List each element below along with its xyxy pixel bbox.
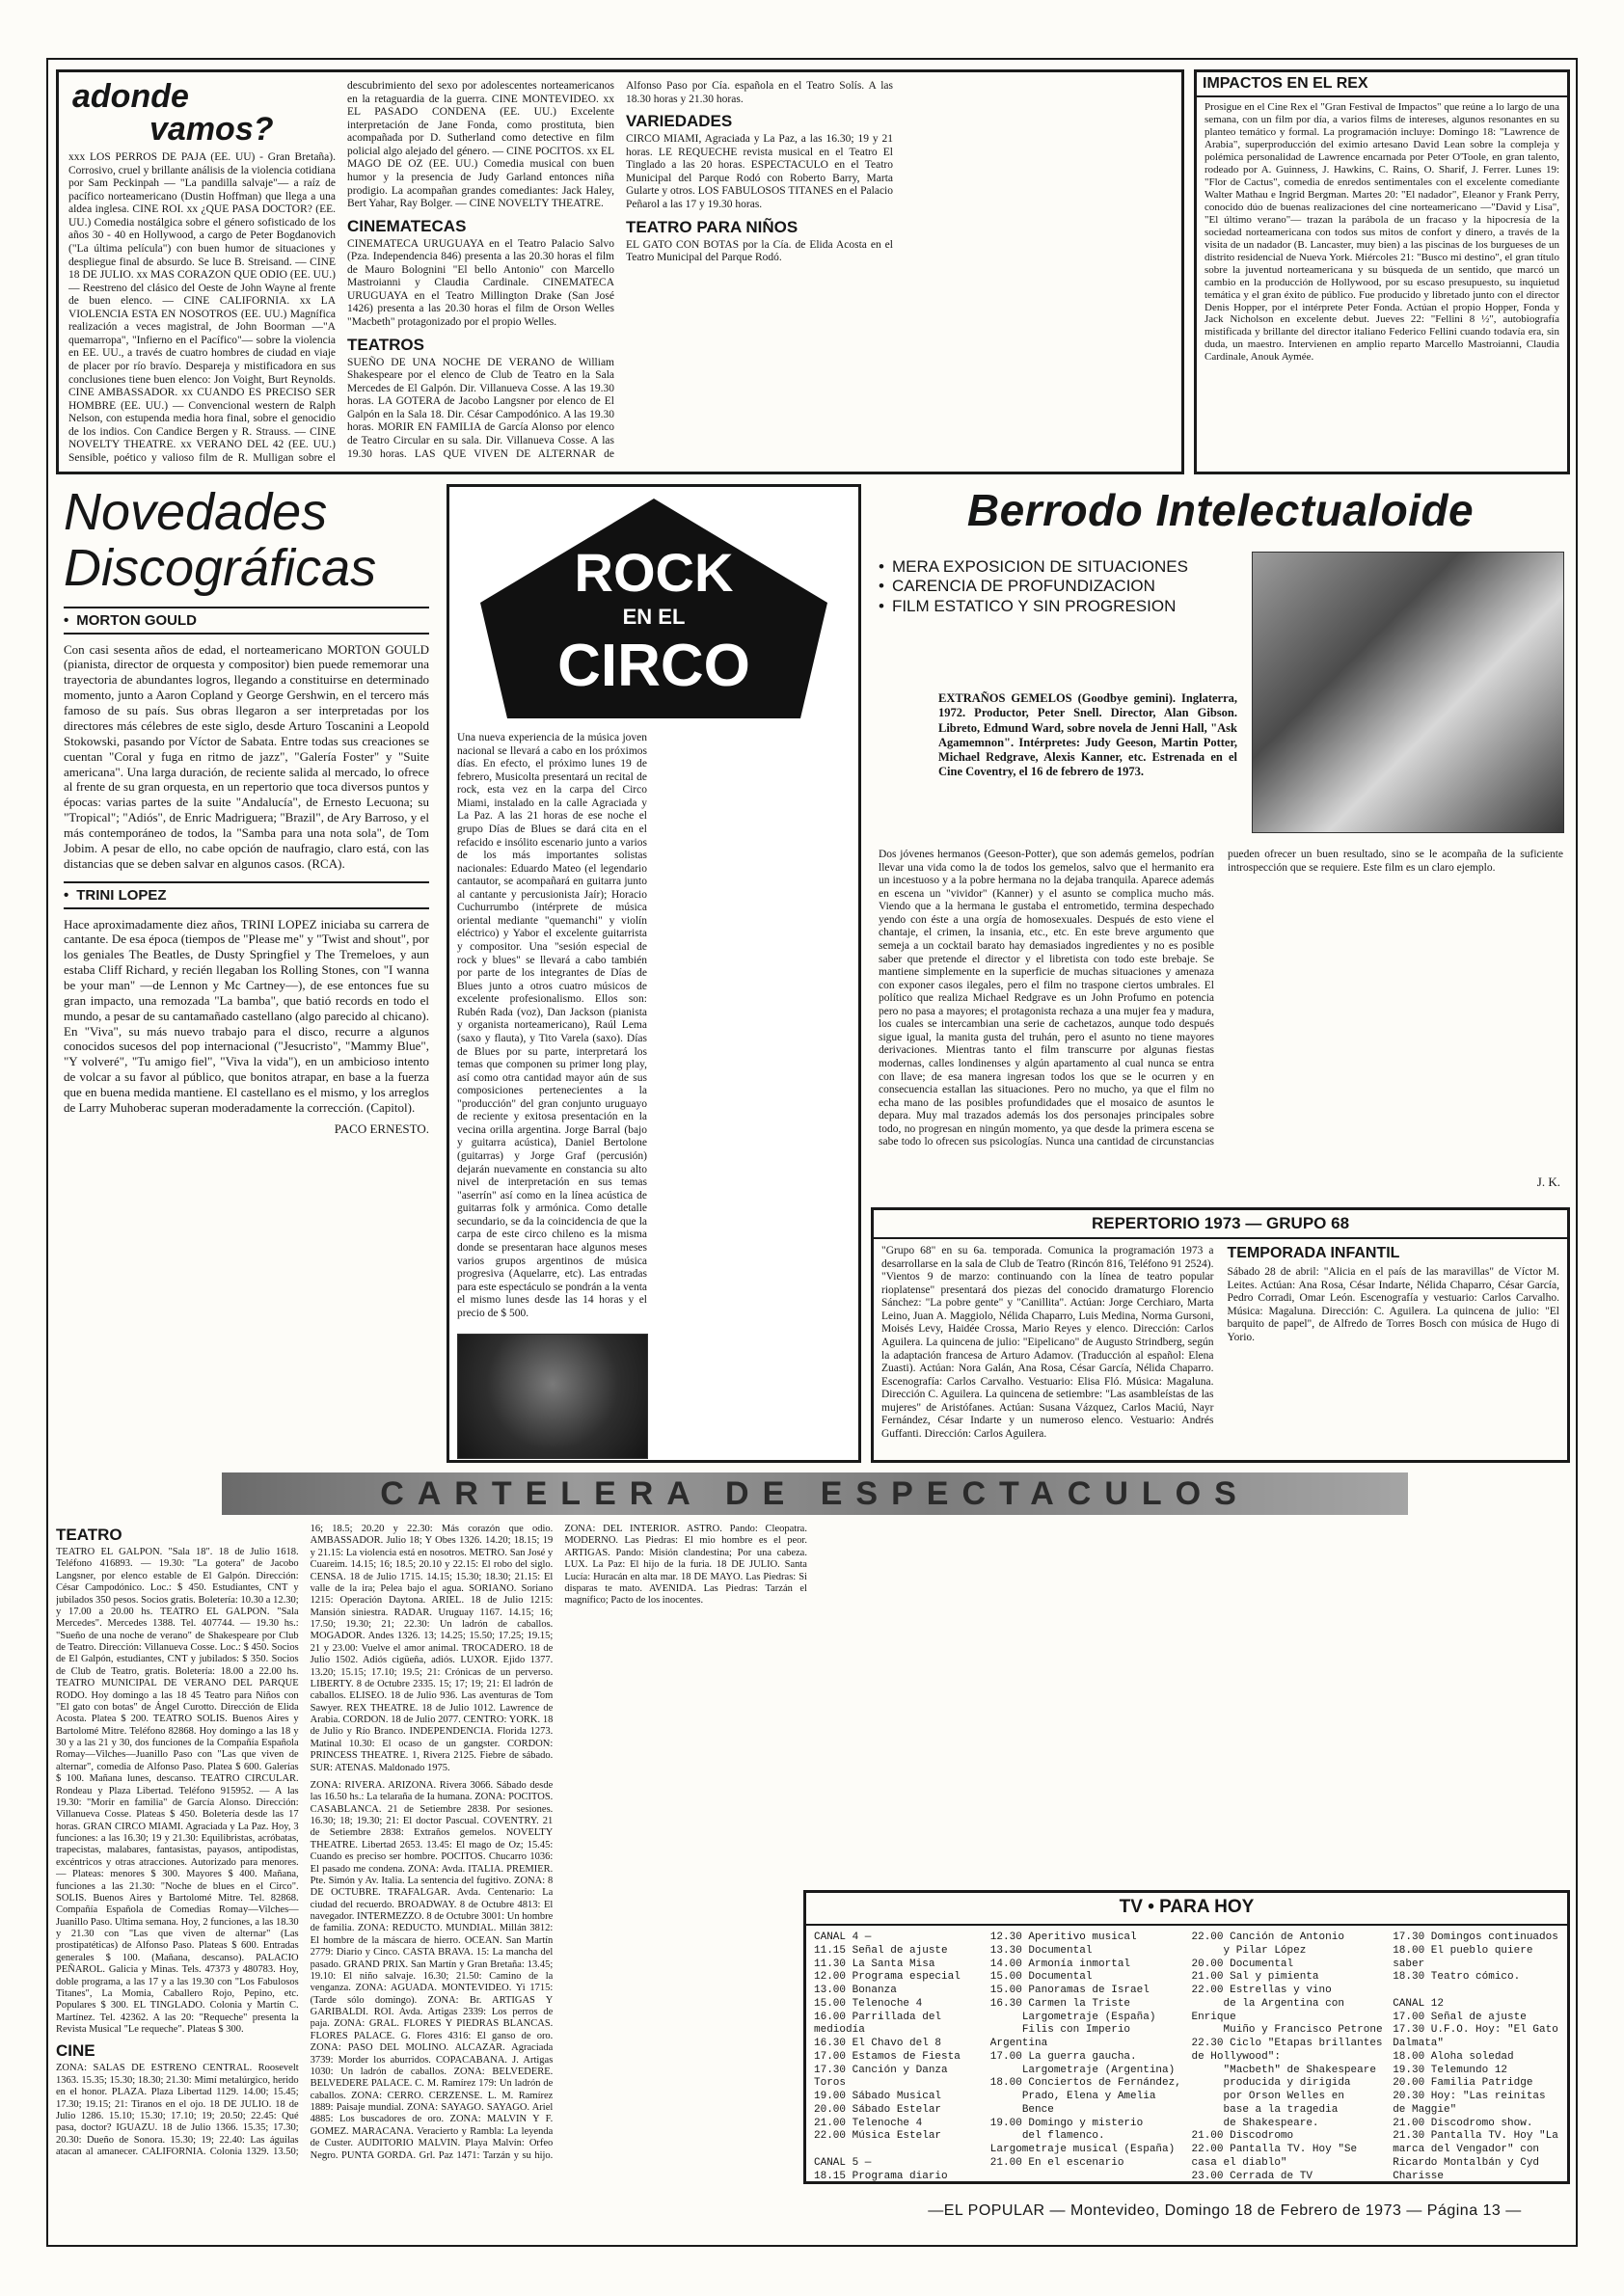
morton-gould-subhead [64, 607, 429, 635]
tv-section [803, 1890, 1570, 2184]
adonde-reviews-text: xxx LOS PERROS DE PAJA (EE. UU) - Gran Bretaña). Corrosivo, cruel y brillante análisis de la violencia cotidiana por Sam Peckinpah — "La pandilla salvaje"— a raíz de pacífico norteamericano (Dustin Hoffman) que llega a una aldea inglesa. CINE ROI. xx ¿QUE PASA DOCTOR? (EE. UU.) Comedia nostálgica sobre el género sofisticado de los años 30 - 40 en Hollywood, a cargo de Peter Bogdanovich ("La última película") con buen humor de situaciones y despliegue final de absurdo. Se luce B. Streisand. — CINE 18 DE JULIO. xx MAS CORAZON QUE ODIO (EE. UU.) — Reestreno del clásico del Oeste de John Wayne al frente de buen elenco. — CINE CALIFORNIA. xx LA VIOLENCIA ESTA EN NOSOTROS (EE. UU.) Magnífica realización a veces magistral, de John Boorman —"A quemarropa", "Infierno en el Pacífico"— sobre la violencia en EE. UU., a través de cuatro hombres de ciudad en viaje de placer por río bravío. Despareja y mistificadora en sus conclusiones tiene buen elenco: Jon Voight, Burt Reynolds. CINE AMBASSADOR. xx CUANDO ES PRECISO SER HOMBRE (EE. UU.) — Convencional western de Ralph Nelson, con estupenda media hora final, sobre el genocidio de los indios. Con Candice Bergen y R. Strauss. — CINE NOVELTY THEATRE. xx VERANO DEL 42 (EE. UU.) Sensible, poético y valioso film de R. Mulligan sobre el descubrimiento del sexo por adolescentes norteamericanos en la retaguardia de la guerra. CINE MONTEVIDEO. xx EL PASADO CONDENA (EE. UU.) Excelente interpretación de Jane Fonda, como prostituta, bien acompañada por D. Sutherland como detective en film policial algo alejado del género. — CINE POCITOS. xx EL MAGO DE OZ (EE. UU.) Comedia musical con buen humor y la presencia de Judy Garland entonces niña prodigio. La acompañan grandes comediantes: Jack Haley, Bert Yahar, Ray Bolger. — CINE NOVELTY THEATRE. [68, 80, 614, 464]
tv-column-2: 12.30 Aperitivo musical 13.30 Documental 14.00 Armonía inmortal 15.00 Documental 15.00 Panoramas de Israel 16.30 Carmen la Triste Largometraje (España) Filis con Imperio Argentina 17.00 La guerra gaucha. Largometraje (Argentina) 18.00 Conciertos de Fernández, Prado, Elena y Amelia Bence 19.00 Domingo y misterio del flamenco. Largometraje musical (España) 21.00 En el escenario [989, 1931, 1181, 2169]
bullet-icon: • [879, 596, 884, 615]
rock-text: Una nueva experiencia de la música joven nacional se llevará a cabo en los próximos días. En efecto, el próximo lunes 19 de febrero, Musicolta presentará un recital de rock, esta vez en la carpa del Circo Miami, instalado en la calle Agraciada y La Paz. A las 21 horas de ese noche el grupo Días de Blues se dará cita en el refacido e insólito escenario junto a varios de los más importantes solistas nacionales: Eduardo Mateo (el legendario cantautor, se acompañará en guitarra junto al cantante y percusionista Jaír); Horacio Cuchurrumbo (intérprete de música oriental mediante "quemanchi" y violín eléctrico) y Yabor el excelente guitarrista y compositor. Una "sesión especial de rock y blues" se llevará a cabo también por parte de los integrantes de Días de Blues junto a otros cuatro músicos de excelente profesionalismo. Ellos son: Rubén Rada (voz), Dan Jackson (pianista y organista norteamericano), Raúl Lema (saxo y flauta), y Tito Varela (saxo). Días de Blues por su parte, interpretará los temas que componen su primer long play, así como otra cantidad mayor aún de sus composiciones pertenecientes a la "producción" del gran conjunto uruguayo de reciente y exitosa presentación en la vecina orilla argentina. Jorge Barral (bajo y guitarra acústica), Daniel Bertolone (guitarras) y Jorge Graf (percusión) dejarán nuevamente en constancia su alto nivel de interpretación en sus temas "aserrín" así como en la línea acústica de guitarras folk y armónica. Como detalle secundario, se da la coincidencia de que la carpa de este circo chileno es la misma donde se presentaran hace algunos meses varios grupos argentinos de música progresiva (Aquelarre, etc). Las entradas para este espectáculo se pondrán a la venta el mismo lunes desde las 14 horas y el precio de $ 500. [457, 732, 647, 1319]
berrodo-bullets [879, 557, 1235, 616]
cartelera-teatro-text: TEATRO EL GALPON. "Sala 18". 18 de Julio 1618. Teléfono 416893. — 19.30: "La gotera" de Jacobo Langsner, por elenco estable de El Galpón. Dirección: César Campodónico. Loc.: $ 450. Estudiantes, CNT y jubilados 350 pesos. Socios gratis. Boletería: 10.30 a 12.30; y 17.00 a 20.00 hs. TEATRO EL GALPON. "Sala Mercedes". Mercedes 1388. Tel. 407744. — 19.30 hs.: "Sueño de una noche de verano" de Shakespeare por Club de Teatro. Dirección: Villanueva Cosse. Loc.: $ 450. Socios de El Galpón, estudiantes, CNT y jubilados: $ 350. Socios de Club de Teatro, gratis. Boletería: 18.00 a 22.00 hs. TEATRO MUNICIPAL DE VERANO DEL PARQUE RODO. Hoy domingo a las 18 45 Teatro para Niños con "El gato con botas" de Ángel Curotto. Dirección de Elida Acosta. Platea $ 200. TEATRO SOLIS. Buenos Aires y Bartolomé Mitre. Teléfono 82868. Hoy domingo a las 18 y 30 y a las 21 y 30, dos funciones de la Compañía Española Romay—Vilches—Juanillo Paso con "Las que viven de alternar", comedia de Alfonso Paso. Platea $ 600. Galerías $ 100. Mañana lunes, descanso. TEATRO CIRCULAR. Rondeau y Plaza Libertad. Teléfono 915952. — A las 19.30: "Morir en familia" de García Alonso. Dirección: Villanueva Cosse. Plateas $ 450. Boletería desde las 17 horas. GRAN CIRCO MIAMI. Agraciada y La Paz. Hoy, 3 funciones: a las 16.30; 19 y 21.30: Equilibristas, acróbatas, trapecistas, malabares, fantasistas, payasos, antipodistas, excéntricos y otras atracciones. Autorizado para menores. — Plateas: menores $ 300. Mayores $ 400. Mañana, funciones a las 21.30: "Noche de blues en el Circo". SOLIS. Buenos Aires y Bartolomé Mitre. Tel. 82868. Compañía Española de Comedias Romay—Vilches—Juanillo Paso. Ultima semana. Hoy, 2 funciones, a las 18.30 y 21.30 con "Las que viven de alternar" (Las prostipatéticas) de Alfonso Paso. Plateas $ 600. Entradas generales $ 100. (Mañana, descanso). PALACIO PEÑAROL. Galicia y Minas. Tels. 47373 y 480783. Hoy, doble programa, a las 17 y a las 19.30 con "Los Fabulosos Titanes", La Momia, Caballero Rojo, Pepino, etc. Populares $ 300. EL TINGLADO. Colonia y Martín C. Martínez. Tel. 42362. A las 20: "Requeche" presenta la Revista Musical "Le requeche". Plateas $ 300. [56, 1547, 299, 2035]
morton-gould-label: MORTON GOULD [76, 611, 197, 629]
rock-circo-logo [449, 487, 858, 728]
novedades-title-line2: Discográficas [64, 539, 377, 598]
rock-logo-line3: CIRCO [557, 633, 750, 699]
rock-logo-line2: EN EL [622, 605, 686, 629]
tv-column-4: 17.30 Domingos continuados 18.00 El pueblo quiere saber 18.30 Teatro cómico. CANAL 12 17.00 Señal de ajuste 17.30 U.F.O. Hoy: "El Gato Dalmata" 18.00 Aloha soledad 19.30 Telemundo 12 20.00 Familia Patridge 20.30 Hoy: "Las reinitas de Maggie" 21.00 Discodromo show. 21.30 Pantalla TV. Hoy "La marca del Vengador" con Ricardo Montalbán y Cyd Charisse [1393, 1931, 1558, 2182]
tv-column-1: CANAL 4 — 11.15 Señal de ajuste 11.30 La Santa Misa 12.00 Programa especial 13.00 Bonanza 15.00 Telenoche 4 16.00 Parrillada del mediodía 16.30 El Chavo del 8 17.00 Estamos de Fiesta 17.30 Canción y Danza Toros 19.00 Sábado Musical 20.00 Sábado Estelar 21.00 Telenoche 4 22.00 Música Estelar CANAL 5 — 18.15 Programa diario [814, 1931, 961, 2182]
adonde-columns [68, 80, 1172, 466]
adonde-vamos-section [56, 69, 1184, 474]
bullet-icon: • [879, 577, 884, 596]
berrodo-columns [879, 849, 1563, 1167]
cinematecas-text: CINEMATECA URUGUAYA en el Teatro Palacio Salvo (Pza. Independencia 846) presenta a las 20.30 horas el film de Mauro Bolognini "El bello Antonio" con Marcello Mastroianni y Claudia Cardinale. CINEMATECA URUGUAYA en el Teatro Millington Drake (San José 1426) presenta a las 20.30 horas el film de Orson Welles "Macbeth" protagonizado por el propio Welles. [347, 237, 614, 328]
impactos-text: Prosigue en el Cine Rex el "Gran Festival de Impactos" que reúne a lo largo de una semana, con un film por día, a varios films de intereses, algunos resonantes en su planteo temático y formal. La programación incluye: Domingo 18: "Lawrence de Arabia", superproducción del eximio artesano David Lean sobre la compleja y polémica personalidad de Lawrence encarnada por Peter O'Toole, en gran talento, rodeado por A. Guinness, J. Hawkins, C. Rains, O. Sharif, J. Ferrer. Lunes 19: "Flor de Cactus", comedia de enredos sentimentales con el excelente comediante Walter Mathau e Ingrid Bergman. Martes 20: "El nadador", Eleanor y Frank Perry, conocido dúo de buenas realizaciones del cine norteamericano —"David y Lisa", "El último verano"— trazan la parábola de un fracaso y la hipocresía de la sociedad norteamericana con todos sus mitos de confort y dinero, a través de la visita de un nadador (B. Lancaster, muy bien) a las piscinas de los burgueses de un distrito residencial de Nueva York. Miércoles 21: "Busco mi destino", el gran título sobre la juventud norteamericana y su búsqueda de un sentido, que marcó un cambio en la producción de Hollywood, por su escaso presupuesto, su inquietud temática y el gran éxito de público. Fue producido y libretado junto con el director Denis Hopper, por el intérprete Peter Fonda. Actúan el propio Hopper, Fonda y Jack Nicholson en excelente debut. Jueves 22: "Fellini 8 ½", autobiografía mistificada y brillante del director italiano Federico Fellini cuando todavía era, sin duda, un maestro. Intervienen en amplio reparto Marcello Mastroianni, Claudia Cardinale, Anouk Aymée. [1204, 101, 1559, 364]
trini-lopez-text: Hace aproximadamente diez años, TRINI LOPEZ iniciaba su carrera de cantante. De esa época (tiempos de "Please me" y "Twist and shout", por los geniales The Beatles, de Dusty Springfiel y The Tremeloes, y aun estaba Cliff Richard, y recién llegaban los Rolling Stones, con "I wanna be your man" —de Lennon y Mc Cartney—), de ese entonces fue su gran impacto, una remozada "La bamba", que batió records en todo el mundo, a pesar de su cantamañado castellano (algo parecido al chicano). En "Viva", su más nuevo trabajo para el disco, recurre a algunos conocidos sucesos del pop internacional ("Jesucristo", "Mammy Blue", "Y volveré", "Tu amigo fiel", "Viva la vida"), en un ambicioso intento de volcar a su favor al público, que bonitos atrapar, en base a la fuerza que en buena medida mantiene. El castellano es el mismo, y los arreglos de Larry Muhoberac superan moderadamente la corrección. (Capitol). [64, 916, 429, 1115]
trini-lopez-subhead [64, 881, 429, 909]
rock-circo-section [447, 484, 861, 1463]
cartelera-zonas-text: ZONA: RIVERA. ARIZONA. Rivera 3066. Sábado desde las 16.50 hs.: La telaraña de Ia humana. ZONA: POCITOS. CASABLANCA. 21 de Setiembre 2838. Por sesiones. 16.30; 18; 19.30; 21: El doctor Pascual. COVENTRY. 21 de Setiembre 2838: Extraños gemelos. NOVELTY THEATRE. Libertad 2653. 13.45: El mago de Oz; 15.45: Cuando es preciso ser hombre. POCITOS. Chucarro 1036: El pasado me condena. ZONA: Avda. ITALIA. PREMIER. Pte. Simón y Av. Italia. La sentencia del fugitivo. ZONA: 8 DE OCTUBRE. TRAFALGAR. Avda. Centenario: La ciudad del recuerdo. BROADWAY. 8 de Octubre 4813: El navegador. INTERMEZZO. 8 de Octubre 3001: Un hombre de familia. ZONA: REDUCTO. MUNDIAL. Millán 3812: El hombre de la máscara de hierro. OCEAN. San Martín 2779: Diario y Cinco. CASTA BRAVA. 15: La mancha del pasado. GRAND PRIX. San Martín y Gran Bretaña: 13.45; 19.10: El niño salvaje. 16.30; 21.50: Camino de la venganza. ZONA: AGUADA. MONTEVIDEO. Yi 1715: (Tarde sólo domingo). ZONA: Br. ARTIGAS Y GARIBALDI. ROI. Avda. Artigas 2339: Los perros de paja. ZONA: GRAL. FLORES Y PIEDRAS BLANCAS. FLORES PALACE. G. Flores 4316: El ganso de oro. ZONA: PASO DEL MOLINO. ALCAZAR. Agraciada 3739: Morder los aburridos. COPACABANA. J. Artigas 1030: Un ladrón de caballos. ZONA: BELVEDERE. BELVEDERE PALACE. C. M. Ramírez 179: Un ladrón de caballos. ZONA: CERRO. CERZENSE. L. M. Ramírez 1889: Paisaje mundial. ZONA: SAYAGO. SAYAGO. Ariel 4885: Los buscadores de oro. ZONA: MALVIN Y F. GOMEZ. MARACANA. Veracierto y Rambla: La leyenda de Custer. AUDITORIO MALVIN. Playa Malvín: Orfeo Negro. PUNTA GORDA. Grl. Paz 1471: Tarzán y su hijo. ZONA: DEL INTERIOR. ASTRO. Pando: Cleopatra. MODERNO. Las Piedras: El mio hombre es el peor. ARTIGAS. Pando: Misión clandestina; Por una cabeza. LUX. La Paz: El hijo de la furia. 18 DE JULIO. Santa Lucía: Huracán en alta mar. 18 DE MAYO. Las Piedras: Si disparas te mato. AVENIDA. Las Piedras: Tarzán el magnífico; Pacto de los inocentes. [310, 1524, 807, 2161]
berrodo-bullet-2 [879, 577, 1235, 596]
repertorio-section [871, 1207, 1570, 1463]
trini-lopez-label: TRINI LOPEZ [76, 886, 167, 904]
temporada-infantil-text: Sábado 28 de abril: "Alicia en el país de las maravillas" de Víctor M. Leites. Actúan: Ana Rosa, César Indarte, Nélida Chaparro, César García, Pedro Corradi, Omar León. Escenografía y vestuario: Carlos Carvalho. Música: Magaluna. Dirección: C. Aguilera. La quincena de julio: "El barquito de papel", de Alfredo de Torres Bosch con música de Hugo di Yorio. [1227, 1266, 1559, 1343]
ninos-text: EL GATO CON BOTAS por la Cía. de Elida Acosta en el Teatro Municipal del Parque Rodó. [626, 238, 893, 264]
berrodo-title: Berrodo Intelectualoide [966, 485, 1475, 535]
teatros-heading: TEATROS [347, 335, 424, 354]
ninos-heading: TEATRO PARA NIÑOS [626, 217, 798, 236]
variedades-heading: VARIEDADES [626, 112, 733, 131]
impactos-section [1194, 69, 1570, 474]
repertorio-text: "Grupo 68" en su 6a. temporada. Comunica la programación 1973 a desarrollarse en la sala de Club de Teatro (Rincón 816, Teléfono 91 2524). "Vientos 9 de marzo: continuando con la línea de teatro popular rioplatense" presentará dos piezas del conocido dramaturgo Florencio Sánchez: "La pobre gente" y "Canillita". Actúan: Jorge Cerchiaro, Marta Leino, Juan A. Maggiolo, Nélida Chaparro, Luis Medina, Norma Gursoni, Moisés Levy, Haidée Crossa, Mario Reyes y elenco. Dirección: Carlos Aguilera. La quincena de julio: "Eipelicano" de Augusto Strindberg, según la adaptación francesa de Arturo Adamov. (Traducción al español: Elena Zuasti). Actúan: Nora Galán, Ana Rosa, César García, Nélida Chaparro. Escenografía: Carlos Carvalho. Vestuario: Elisa Fló. Música: Magaluna. Dirección C. Aguilera. La quincena de setiembre: "Las asambleístas de las mujeres" de Aristófanes. Actúan: Susana Vázquez, Carlos Maciú, Nayr Fernández, César Indarte y un numeroso elenco. Vestuario: Andrés Guffanti. Dirección: Carlos Aguilera. [881, 1245, 1214, 1440]
newspaper-page [46, 58, 1578, 2247]
musician-photo [457, 1334, 648, 1459]
berrodo-bullet-2-text: CARENCIA DE PROFUNDIZACION [891, 577, 1155, 596]
cartelera-cine-heading: CINE [56, 2041, 95, 2061]
berrodo-signature: J. K. [1536, 1175, 1560, 1189]
adonde-title-line2: vamos? [149, 111, 274, 148]
variedades-text: CIRCO MIAMI, Agraciada y La Paz, a las 16.30; 19 y 21 horas. LE REQUECHE revista musical en el Teatro El Tinglado a las 20 horas. ESPECTACULO en el Teatro Municipal del Parque Rodó con Roberto Barry, Marta Gularte y otros. LOS FABULOSOS TITANES en el Palacio Peñarol a las 17 y 19.30 horas. [626, 133, 893, 210]
repertorio-title: REPERTORIO 1973 — GRUPO 68 [874, 1210, 1567, 1239]
cartelera-cine-text: ZONA: SALAS DE ESTRENO CENTRAL. Roosevelt 1363. 15.35; 15.30; 18.30; 21.30: Mimí metalúrgico, herido en el honor. PLAZA. Plaza Libertad 1129. 14.00; 15.45; 17.30; 19.15; 21: Tiranos en el ojo. 18 DE JULIO. 18 de Julio 1286. 15.10; 15.30; 17.10; 19; 20.50; 22.45: Qué pasa, doctor? IGUAZU. 18 de Julio 1366. 15.35; 17.30; 20.30: Dueño de Sonora. 15.30; 19; 22.40: Las águilas atacan al amanecer. CALIFORNIA. Colonia 1329. 13.50; 16; 18.5; 20.20 y 22.30: Más corazón que odio. AMBASSADOR. Julio 18; Y Obes 1326. 14.20; 18.15; 19 y 21.15: La violencia está en nosotros. METRO. San José y Cuareim. 14.15; 16; 18.5; 20.10 y 22.15: El robo del siglo. CENSA. 18 de Julio 1715. 14.15; 15.30; 18.30; 21.15: El valle de la ira; Pelea bajo el agua. SORIANO. Soriano 1215: Operación Daytona. ARIEL. 18 de Julio 1215: Mansión siniestra. RADAR. Uruguay 1167. 14.15; 16; 17.50; 19.30; 21; 22.30: Un ladrón de caballos. MOGADOR. Andes 1326. 13; 14.25; 15.50; 17.25; 19.15; 21 y 23.00: Vuelve el amor animal. TROCADERO. 18 de Julio 1502. Adiós cigüeña, adiós. LUXOR. Ejido 1377. 13.20; 15.15; 17.10; 19.5; 21: Crónicas de un perverso. LIBERTY. 8 de Octubre 2335. 15; 17; 19; 21: El ladrón de caballos. ELISEO. 18 de Julio 936. Las aventuras de Tom Sawyer. REX THEATRE. 18 de Julio 1012. Lawrence de Arabia. CORDON. 18 de Julio 2077. CENTRO: YORK. 18 de Julio y Río Branco. INDEPENDENCIA. Florida 1273. Matinal 10.30: El ocaso de un gangster. CORDON: PRINCESS THEATRE. 1, Rivera 2125. Fiebre de sábado. SUR: ATENAS. Maldonado 1975. [56, 1524, 554, 2157]
tv-column-3: 22.00 Canción de Antonio y Pilar López 20.00 Documental 21.00 Sal y pimienta 22.00 Estrellas y vino de la Argentina con Enrique Muiño y Francisco Petrone 22.30 Ciclo "Etapas brillantes de Hollywood": "Macbeth" de Shakespeare producida y dirigida por Orson Welles en base a la tragedia de Shakespeare. 21.00 Discodromo 22.00 Pantalla TV. Hoy "Se casa el diablo" 23.00 Cerrada de TV [1191, 1931, 1383, 2182]
novedades-title-line1: Novedades [64, 484, 328, 541]
berrodo-section [871, 484, 1570, 1198]
adonde-title [72, 80, 336, 146]
novedades-signature: PACO ERNESTO. [334, 1121, 429, 1136]
page-footer: —EL POPULAR — Montevideo, Domingo 18 de Febrero de 1973 — Página 13 — [928, 2202, 1522, 2219]
cartelera-band: CARTELERA DE ESPECTACULOS [222, 1472, 1408, 1515]
berrodo-bullet-1 [879, 557, 1235, 577]
bullet-icon: • [64, 611, 69, 629]
tv-columns [806, 1926, 1567, 2184]
rock-logo-line1: ROCK [574, 542, 734, 603]
adonde-title-line1: adonde [72, 78, 189, 115]
temporada-infantil-heading: TEMPORADA INFANTIL [1227, 1245, 1400, 1261]
morton-gould-text: Con casi sesenta años de edad, el norteamericano MORTON GOULD (pianista, director de orquesta y compositor) bien puede rememorar una trayectoria de abundantes logros, llegando a constituirse en determinado momento, junto a Aaron Copland y George Gershwin, en el tercero más famoso de su país. Sus obras llegaron a ser interpretadas por los directores más célebres de este siglo, desde Arturo Toscanini a Leopold Stokowski, pasando por Víctor de Sabata. Entre todas sus creaciones se cuentan "Coral y fuga en ritmo de jazz", "Galería Foster" y "Suite americana". Una larga duración, de reciente salida al mercado, lo ofrece al frente de su gran orquesta, en un repertorio que toca diversos puntos y épocas: varias partes de la suite "Andalucía", de Ernesto Lecuona; su "Tropical"; "Adiós", de Enric Madriguera; "Brazil", de Ary Barroso, y el más contemporáneo de todos, la "Samba para una nota sola", de Tom Jobim. A pesar de ello, no cabe opción de naufragio, claro está, con las distancias que se deben salvar en algunos casos. (RCA). [64, 641, 429, 871]
berrodo-bullet-3 [879, 597, 1235, 616]
repertorio-columns [874, 1245, 1567, 1457]
rock-columns [449, 728, 858, 1334]
berrodo-bullet-1-text: MERA EXPOSICION DE SITUACIONES [891, 557, 1188, 576]
cinematecas-heading: CINEMATECAS [347, 216, 467, 235]
cartelera-teatro-heading: TEATRO [56, 1526, 122, 1544]
bullet-icon: • [64, 886, 69, 904]
berrodo-credits: EXTRAÑOS GEMELOS (Goodbye gemini). Inglaterra, 1972. Productor, Peter Snell. Director, Alan Gibson. Libreto, Edmund Ward, sobre novela de Jenni Hall, "Ask Agamemnon". Intérpretes: Judy Geeson, Martin Potter, Michael Redgrave, Alexis Kanner, etc. Estrenada en el Cine Coventry, el 16 de febrero de 1973. [938, 691, 1237, 779]
tv-title: TV • PARA HOY [806, 1893, 1567, 1926]
impactos-title: IMPACTOS EN EL REX [1197, 72, 1567, 97]
novedades-section [56, 484, 437, 1468]
film-still-photo [1252, 552, 1564, 833]
bullet-icon: • [879, 557, 884, 576]
berrodo-review-text: Dos jóvenes hermanos (Geeson-Potter), que son además gemelos, podrían llevar una vida como la de todos los gemelos, salvo que el hermanito era un incestuoso y a la pobre hermana no la dejaba tranquila. Aparece además en escena un "vividor" (Kanner) y el asunto se complica mucho más. Viendo que a la hermana le gustaba el entrometido, termina despechado yendo con éste a una orgía de homosexuales. Después de esto viene el chantaje, el crimen, la insania, etc., etc. En este breve argumento que semeja a un cocktail barato hay demasiados ingredientes y no es posible saber que pretende el director y el libretista con todo este brebaje. Se mantiene simplemente en la superficie de muchas situaciones y amenaza con exponer casos ilegales, pero el film no traspone ciertos umbrales. El político que realiza Michael Redgrave es un John Profumo en potencia pero no pasa a mayores; el protagonista rechaza a una mujer fea y madura, los cuales se intercambian una serie de cachetazos, aunque todo después sigue igual, la manita gusta del truhán, pero el asunto no tiene mayores derivaciones. Mientras tanto el film transcurre por algunas fiestas modernas, calles londinenses y algún apartamento al cual nunca se entra con llave; de esa manera ingresan todos los que se le ocurren y en consecuencia estallan las situaciones. Pero no mucho, ya que el film no echa mano de las posibles profundidades que el mosaico de asuntos le depara. Muy mal trazados además los dos personajes principales sobre todo, no progresan en ningún momento, ya que desde la primera escena se sabe todo lo ofrecen sus psicologías. Nunca una cantidad de circunstancias pueden ofrecer un buen resultado, sino se le acompaña de la suficiente introspección que se requiere. Este film es un claro ejemplo. [879, 849, 1563, 1148]
teatros-text: SUEÑO DE UNA NOCHE DE VERANO de William Shakespeare por el elenco de Club de Teatro en la Sala Mercedes de El Galpón. Dir. Villanueva Cosse. A las 19.30 horas. LA GOTERA de Jacobo Langsner por elenco de El Galpón en la Sala 18. Dir. César Campodónico. A las 19.30 horas. MORIR EN FAMILIA de García Alonso por elenco de Teatro Circular en su sala. Dir. Villanueva Cosse. A las 19.30 horas. LAS QUE VIVEN DE ALTERNAR de Alfonso Paso por Cía. española en el Teatro Solís. A las 18.30 horas y 21.30 horas. [347, 80, 893, 460]
berrodo-bullet-3-text: FILM ESTATICO Y SIN PROGRESION [891, 596, 1177, 615]
